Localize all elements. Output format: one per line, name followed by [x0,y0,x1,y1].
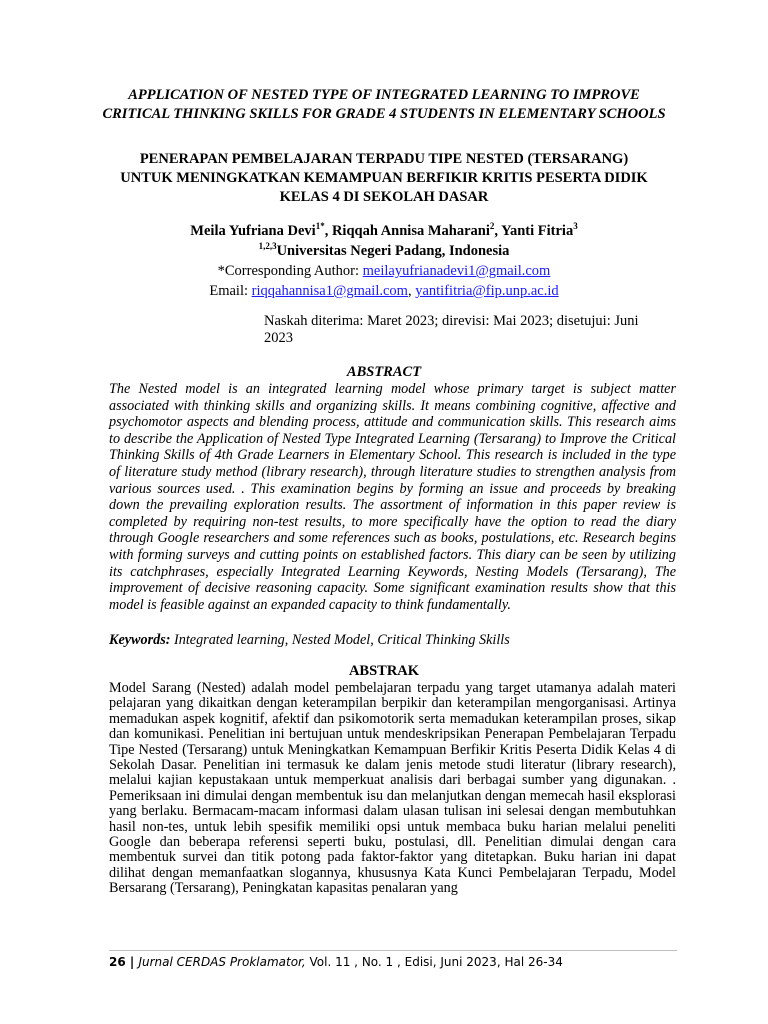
author-1-sup: 1* [315,221,325,232]
email-separator: , [407,283,416,299]
keywords-label: Keywords: [109,632,171,648]
submission-dates: Naskah diterima: Maret 2023; direvisi: Mai 2023; disetujui: Juni 2023 [264,313,639,346]
author-3-name: Yanti Fitria [501,223,574,239]
keywords-line [109,632,676,649]
affiliation: Universitas Negeri Padang, Indonesia [276,243,510,259]
author-separator: , [324,223,332,239]
author-line [100,221,668,241]
journal-name: Jurnal CERDAS Proklamator, [138,955,306,969]
corresponding-email-link[interactable]: meilayufrianadevi1@gmail.com [362,263,551,279]
author-separator: , [494,223,502,239]
affiliation-sup: 1,2,3 [258,241,277,252]
title-indonesian: PENERAPAN PEMBELAJARAN TERPADU TIPE NESTED (TERSARANG) UNTUK MENINGKATKAN KEMAMPUAN BERFIKIR KRITIS PESERTA DIDIK KELAS 4 DI SEKOLAH DASAR [120,151,648,205]
page-footer [109,955,563,969]
keywords-text: Integrated learning, Nested Model, Critical Thinking Skills [170,632,510,648]
abstrak-text: Model Sarang (Nested) adalah model pembelajaran terpadu yang target utamanya adalah materi pelajaran yang dikaitkan dengan keterampilan berpikir dan keterampilan mengorganisasi. Artinya memadukan aspek kognitif, afektif dan psikomotorik serta memadukan keterampilan proses, sikap dan komunikasi. Penelitian ini bertujuan untuk mendeskripsikan Penerapan Pembelajaran Terpadu Tipe Nested (Tersarang) untuk Meningkatkan Kemampuan Berfikir Kritis Peserta Didik Kelas 4 di Sekolah Dasar. Penelitian ini termasuk ke dalam jenis metode studi literatur (library research), melalui kajian kepustakaan untuk memperkuat analisis dari berbagai sumber yang digunakan. . Pemeriksaan ini dimulai dengan membentuk isu dan melanjutkan dengan memecah hasil eksplorasi yang berlaku. Bermacam-macam informasi dalam ulasan tulisan ini selesai dengan membutuhkan hasil non-tes, untuk lebih spesifik memiliki opsi untuk membaca buku harian melalui peneliti Google dan beberapa referensi seperti buku, postulasi, dll. Penelitian dimulai dengan cara membentuk survei dan titik potong pada faktor-faktor yang ditetapkan. Buku harian ini dapat dilihat dengan memanfaatkan slogannya, khususnya Kata Kunci Pembelajaran Terpadu, Model Bersarang (Tersarang), Peningkatan kapasitas penalaran yang [109,680,676,897]
email-label: Email: [209,283,252,299]
footer-divider [109,950,677,951]
corresponding-line [100,261,668,281]
email-link-2[interactable]: yantifitria@fip.unp.ac.id [415,283,559,299]
page-number: 26 [109,955,126,969]
affiliation-line [100,241,668,261]
author-1-name: Meila Yufriana Devi [190,223,316,239]
email-line [100,281,668,301]
email-link-1[interactable]: riqqahannisa1@gmail.com [251,283,408,299]
author-3-sup: 3 [573,221,578,232]
author-2-name: Riqqah Annisa Maharani [331,223,490,239]
author-2-sup: 2 [489,221,495,232]
abstract-heading: ABSTRACT [346,364,422,380]
title-english: APPLICATION OF NESTED TYPE OF INTEGRATED LEARNING TO IMPROVE CRITICAL THINKING SKILLS FOR GRADE 4 STUDENTS IN ELEMENTARY SCHOOLS [102,87,666,122]
footer-bar: | [125,955,139,969]
journal-details: Vol. 11 , No. 1 , Edisi, Juni 2023, Hal 26-34 [305,955,563,969]
corresponding-label: *Corresponding Author: [217,263,363,279]
abstract-text: The Nested model is an integrated learning model whose primary target is subject matter associated with thinking skills and organizing skills. It means combining cognitive, affective and psychomotor aspects and blending process, attitude and communication skills. This research aims to describe the Application of Nested Type Integrated Learning (Tersarang) to Improve the Critical Thinking Skills of 4th Grade Learners in Elementary School. This research is included in the type of literature study method (library research), through literature studies to strengthen analysis from various sources used. . This examination begins by forming an issue and proceeds by breaking down the prevailing exploration results. The assortment of information in this paper review is completed by requiring non-test results, to more specifically have the option to read the diary through Google researchers and some references such as books, postulations, etc. Research begins with forming surveys and cutting points on established factors. This diary can be seen by utilizing its catchphrases, especially Integrated Learning Keywords, Nesting Models (Tersarang), The improvement of decisive reasoning capacity. Some significant examination results show that this model is feasible against an expanded capacity to think fundamentally. [109,381,676,613]
author-block [100,221,668,301]
abstrak-heading: ABSTRAK [348,663,420,679]
